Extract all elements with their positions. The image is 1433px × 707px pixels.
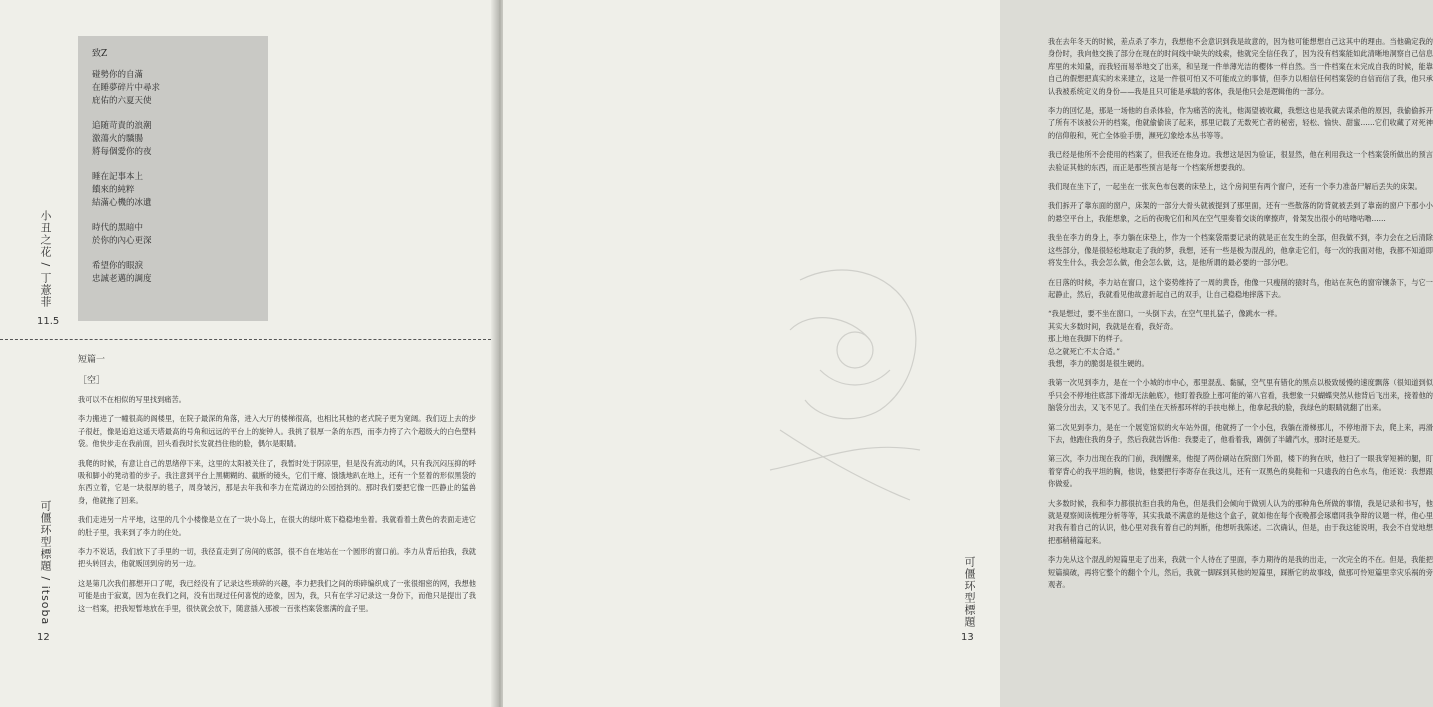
poem-stanza [92, 171, 254, 210]
poem-line: 時代的黑暗中 [92, 223, 144, 233]
paragraph: 这是第几次我们都想开口了呢，我已经没有了记录这些琐碎的兴趣，李力把我们之间的琐碎编织成了一张很细密的网，我想他可能是由于寂寞，因为在我们之间，没有出现过任何喜悦的迹象，因为，我，只有在学习记录这一身份下，而他只是提出了我这一档案，把我短暂地放在手里，很快就会放下，随意插入那被一百张档案袋塞满的盒子里。 [78, 578, 476, 613]
page-number-right: 13 [961, 632, 974, 643]
paragraph: 我们拆开了靠东面的窗户，床架的一部分大骨头就被提到了那里面，还有一些散落的防背就被丢到了靠南的窗户下那小小的悬空平台上，我能想象，之后的夜晚它们和风在空气里奏着交谈的摩擦声，骨架发出很小的咕噜咕噜…… [1048, 201, 1433, 223]
magazine-label-left: 可僵环型標題 / itsoba [39, 500, 52, 626]
story-subheading: ［空］ [78, 376, 106, 386]
paragraph: 大多数时候，我和李力都很抗拒自我的角色，但是我们会倾向于做别人认为的那种角色所做的事情，我是记录和书写，他就是观察阅读梳理分析等等，其实我最不满意的是他这个盒子，就如他在每个夜晚都会琢磨同我争辩的议题一样，他心里对我有着自己的认识，他心里对我有着自己的判断，他想听我陈述。二次确认，但是，由于我这能说明，我会不自觉地想把那稍稍篇起来。 [1048, 498, 1433, 545]
poem-line: 激蕩火的驕腸 [92, 134, 144, 144]
left-page [0, 0, 497, 707]
section-divider [0, 339, 491, 340]
poem-date: 11.5 [37, 316, 60, 327]
background-sketch-image [760, 250, 930, 510]
paragraph: 在日落的时候，李力站在窗口，这个姿势维持了一周的黄昏，他像一只瘦削的猿时鸟，他站在灰色的窗帘镶条下，与它一起静止，然后，我就看见他故意折起自己的双手，让自己稳稳地摔落下去。 [1048, 277, 1433, 299]
poem-line: 將每個愛你的夜 [92, 147, 152, 157]
paragraph: 我可以不在相似的写里找到痛苦。 [78, 395, 186, 404]
side-title: 小丑之花 / 丁薏菲 [39, 210, 52, 308]
quote-line: 总之就死亡不太合适。” [1048, 346, 1120, 356]
poem-line: 希望你的眼淚 [92, 261, 144, 271]
paragraph: 我爬的时候，有意让自己的思绪停下来，这里的太阳被关住了，我暂时处于阴凉里，但是没有流动的风，只有我沉闷压抑的呼吸和脚小的凳动着的步子。我注意到平台上黑糊糊的、截断的镜头，它们干瘪、饿饿地趴在地上，还有一个竖着的形似黑袋的东西立着，它是一块很厚的毯子，周身皱污，那是去年我和李力在荒湖边的公园拾到的。那时我们要把它像一匹静止的猛兽身，他就拖了回来。 [78, 458, 476, 505]
paragraph: 我已经是他所不会使用的档案了，但我还在他身边。我想这是因为验证，很显然，他在利用我这一个档案袋所做出的预言去验证其他的东西，而正是那些预言是每一个档案所想要我的。 [1048, 150, 1433, 172]
paragraph: 李力搬进了一幢很高的阁楼里，在院子最深的角落，进入大厅的楼梯很高，也相比其他的老式院子更为宽阔。我们迈上去的步子很赶，像是追迫这遥天塔最高的号角和远远的平台上的旋钟人。我挑了很厚一条的东西，而李力挎了六个超级大的白色塑料袋。他快步走在我前面，回头看我时长发就挡住他的脸，偶尔是眼睛。 [78, 414, 476, 449]
quote-line: 我想，李力的脆弱是很生硬的。 [1048, 358, 1149, 368]
quote-line: “我是想过，要不坐在窗口，一头倒下去，在空气里扎猛子，像跳水一样。 [1048, 309, 1282, 319]
paragraph: 我第一次见到李力，是在一个小城的市中心，那里混乱、黏腻，空气里有错化的黑点以极致缓慢的速度飘落（很知道到似乎只会不停地往底部下滑却无法触底），他盯着我脸上那可能的第八官看，我想象一只蝴蝶突然从他背后飞出来，接着他的脑袋分出去，又飞不见了。我们坐在天桥那环样的手扶电梯上，他拿起我的脸，我绿色的眼睛就翻了出来。 [1048, 378, 1433, 413]
quote-line: 其实大多数时间，我就是在看，我好奇。 [1048, 321, 1178, 331]
poem-line: 追随苛責的浪潮 [92, 121, 152, 131]
paragraph: 我在去年冬天的时候，差点杀了李力，我想他不会意识到我是故意的，因为他可能想想自己这其中的理由。当他确定我的身份时，我向他交换了部分在现在的时间线中缺失的线索，他就完全信任我了，因为没有档案能如此清晰地洞察自己信息库里的未知量，而我轻而易举地交了出来，和呈现一件单薄光洁的樱体一样自然。当一件档案在未完成自我的时候，能靠自己的假想把真实的未来建立，这是一件很可怕又不可能成立的事情，但李力以相信任何档案袋的自信而信了我，他只承认我被系统定义的身份——我是且只可能是承载的客体，我是他只会是逻辑他的一部分。 [1048, 37, 1433, 96]
page-number-left: 12 [37, 632, 50, 643]
story-heading: 短篇一 [78, 355, 106, 365]
poem-line: 碰勢你的自滿 [92, 70, 144, 80]
paragraph: 李力不说话，我们放下了手里的一切，我径直走到了房间的底部，很不自在地站在一个圆形的窗口前。李力从背后拍我，我就把头转回去，他就贩回到房的另一边。 [78, 547, 476, 569]
paragraph: 李力的回忆是，那是一场他的自杀体验，作为痛苦的洗礼，他渴望被收藏，我想这也是我就去谋杀他的原因，我偷偷拆开了所有不该被公开的档案，他就偷偷读了起来，那里记载了无数死亡者的秘密，轻松、愉快、甜蜜……它们收藏了对死神的信仰般和，死亡全体验手册，濒死幻象绘本丛书等等。 [1048, 106, 1433, 140]
story-left [78, 352, 476, 622]
poem-stanza [92, 222, 254, 248]
paragraph: 李力先从这个混乱的短篇里走了出来，我就一个人待在了里面，李力期待的是我的出走，一次完全的不在。但是，我能把短篇搞破，再将它整个的翻个个儿，然后，我就一脚踩到其他的短篇里，踩断它的故事线，做那可怜短篇里幸灾乐祸的旁观者。 [1048, 555, 1433, 590]
poem-title: 致Z [92, 49, 108, 59]
poem-stanza [92, 120, 254, 159]
poem-line: 睡在記事本上 [92, 172, 144, 182]
poem-line: 忠誠老邁的調度 [92, 274, 152, 284]
poem-line: 庇佑的六夏天使 [92, 96, 152, 106]
poem-stanza [92, 69, 254, 108]
paragraph: 我们走进另一片平地，这里的几个小楼像是立在了一块小岛上，在很大的绿叶底下稳稳地坐着。我就看着土黄色的表面走进它的肚子里，我来到了李力的住处。 [78, 515, 476, 537]
poem-stanza [92, 260, 254, 286]
magazine-label-right: 可僵环型標題 [963, 556, 976, 628]
poem-line: 於你的內心更深 [92, 236, 152, 246]
paragraph: 我坐在李力的身上，李力躺在床垫上，作为一个档案袋需要记录的就是正在发生的全部，但我做不到，李力会在之后清除这些部分，像是很轻松地取走了我的梦，我想，还有一些是极为混乱的，他拿走它们，每一次的我面对他，我都不知道即将发生什么，我会怎么做，他会怎么做，这，是他所谓的最必要的一部分吧。 [1048, 233, 1433, 268]
paragraph: 第三次，李力出现在我的门前，我刚醒来，他提了两份刷站在院窗门外面，楼下的狗在吠，他扫了一眼我穿短裤的腿，盯着穿背心的我平坦的胸，他说，他要把行李寄存在我这儿，还有一双黑色的臭鞋和一只遗我的白色水鸟，他还说：我想跟你做爱。 [1048, 454, 1433, 489]
poem-line: 在睡夢碎片中尋求 [92, 83, 161, 93]
quote-line: 那上地在我脚下的样子。 [1048, 334, 1128, 344]
poem-box [78, 36, 268, 321]
paragraph: 第二次见到李力，是在一个展览馆似的火车站外面，他就挎了一个小包，我躺在滑梯那儿，不停地滑下去，爬上来，再滑下去，他跑住我的身子，然后我就告诉他：我要走了，他看着我，踢倒了半罐汽水，那时还是夏天。 [1048, 422, 1433, 444]
poem-line: 饋來的純粹 [92, 185, 135, 195]
paragraph: 我们现在坐下了，一起坐在一张灰色布包裹的床垫上，这个房间里有两个窗户，还有一个李力准备尸解后丢失的床架。 [1048, 182, 1422, 192]
poem-line: 結滿心機的冰遺 [92, 198, 152, 208]
story-right [1048, 36, 1433, 598]
right-page [503, 0, 1433, 707]
quote-block [1048, 308, 1433, 370]
